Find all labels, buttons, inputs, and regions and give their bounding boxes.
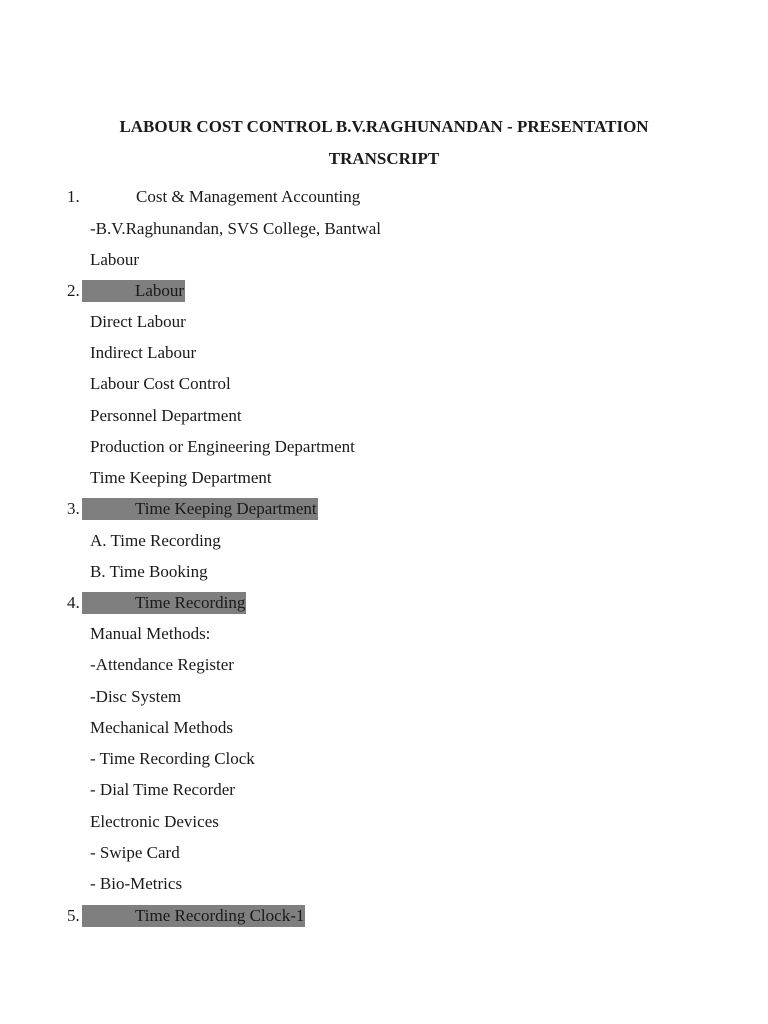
section-line: - Time Recording Clock [90, 749, 255, 768]
section-number: 4. [67, 593, 80, 612]
section-line: Personnel Department [90, 406, 242, 425]
section-heading-highlighted: Labour [82, 280, 185, 302]
section-heading-highlighted: Time Recording Clock-1 [82, 905, 305, 927]
section-heading: Cost & Management Accounting [136, 187, 361, 206]
section-number: 1. [67, 187, 80, 206]
section-line: B. Time Booking [90, 562, 208, 581]
section-line: Time Keeping Department [90, 468, 272, 487]
section-line: - Bio-Metrics [90, 874, 183, 893]
document-title-line-2: TRANSCRIPT [328, 149, 440, 168]
section-line: -Attendance Register [90, 655, 234, 674]
section-line: Manual Methods: [90, 624, 211, 643]
section-number: 3. [67, 499, 80, 518]
document-title-line-1: LABOUR COST CONTROL B.V.RAGHUNANDAN - PRESENTATION [119, 117, 649, 136]
section-line: - Dial Time Recorder [90, 780, 235, 799]
section-line: - Swipe Card [90, 843, 180, 862]
section-line: Labour Cost Control [90, 374, 231, 393]
section-line: -Disc System [90, 687, 182, 706]
section-line: Mechanical Methods [90, 718, 234, 737]
section-line: -B.V.Raghunandan, SVS College, Bantwal [90, 219, 382, 238]
section-heading-highlighted: Time Keeping Department [82, 498, 318, 520]
section-line: Labour [90, 250, 140, 269]
section-line: Direct Labour [90, 312, 186, 331]
section-number: 5. [67, 906, 80, 925]
section-line: Electronic Devices [90, 812, 219, 831]
section-line: Indirect Labour [90, 343, 197, 362]
section-line: A. Time Recording [90, 531, 221, 550]
section-heading-highlighted: Time Recording [82, 592, 246, 614]
section-line: Production or Engineering Department [90, 437, 355, 456]
section-number: 2. [67, 281, 80, 300]
